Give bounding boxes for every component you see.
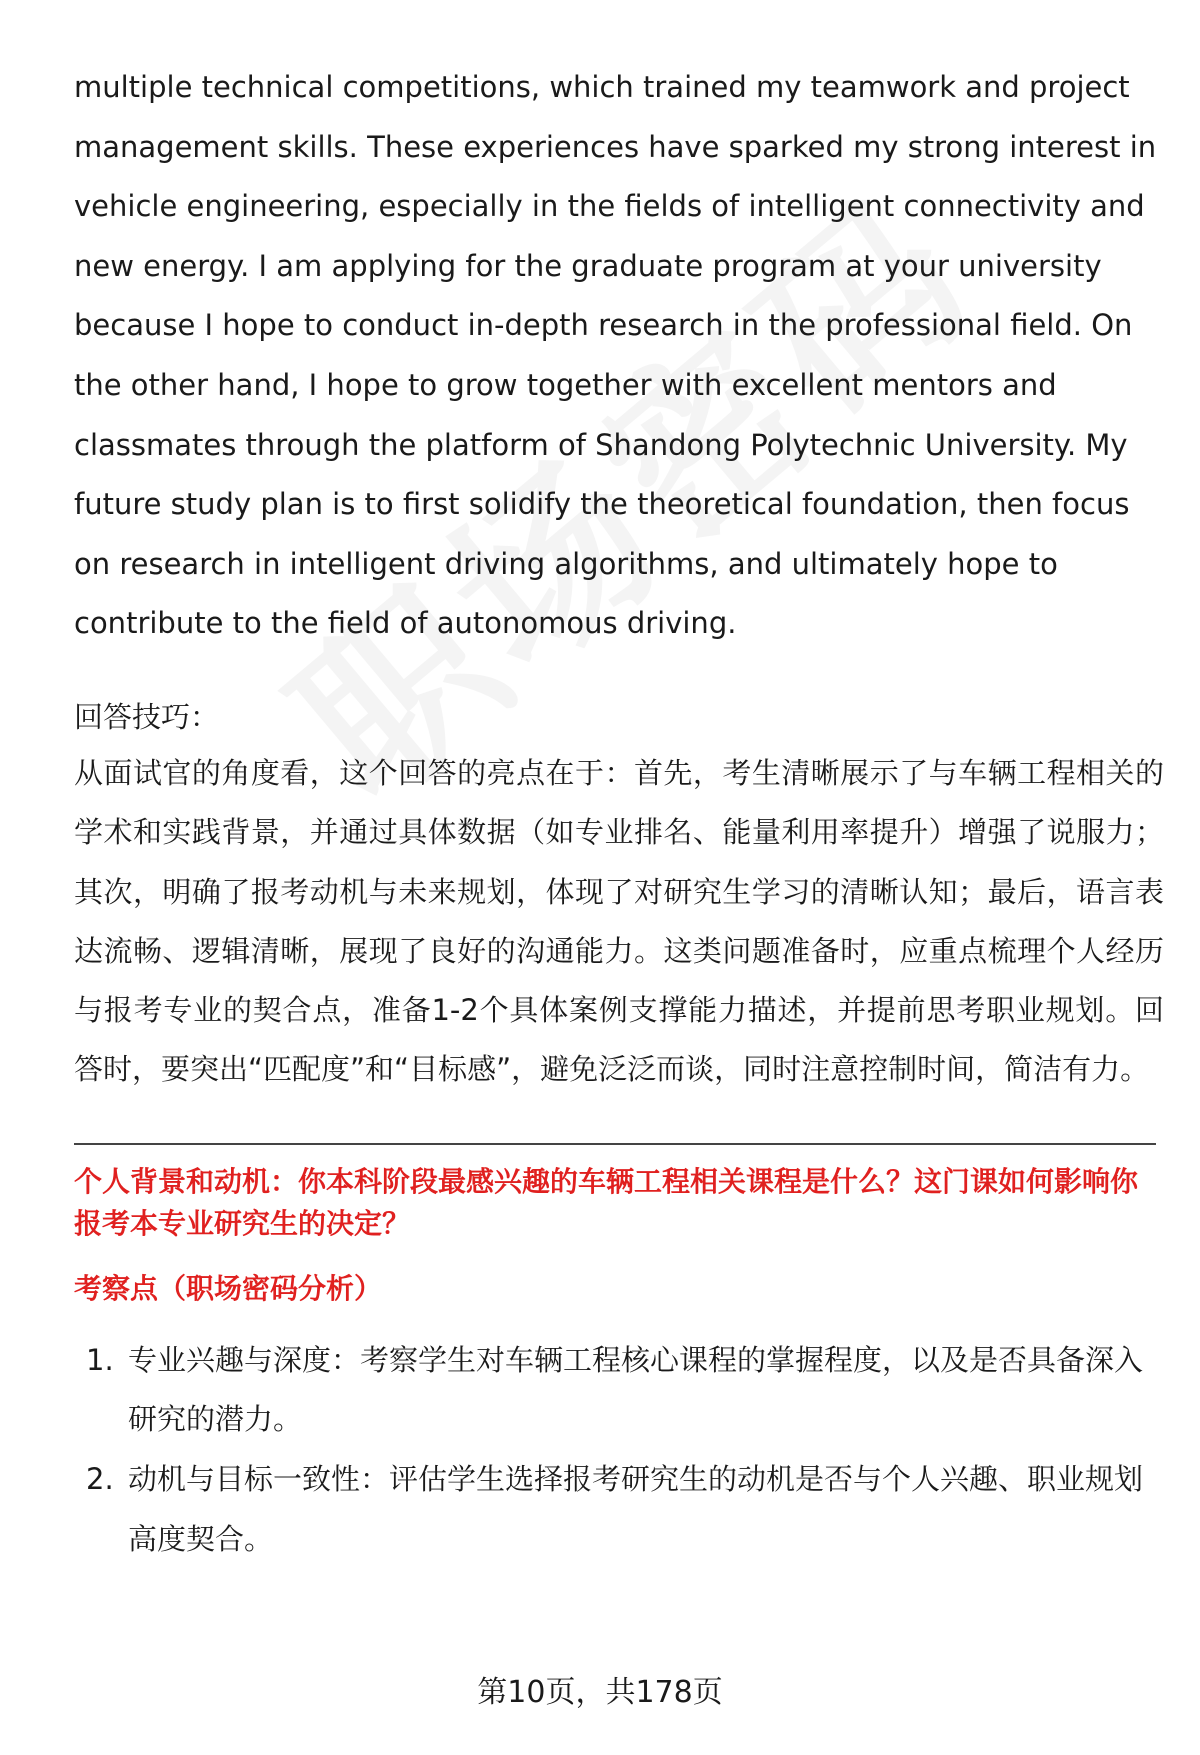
assessment-points-list <box>74 1331 1164 1569</box>
list-item <box>74 1450 1164 1569</box>
list-item <box>74 1331 1164 1450</box>
section-title: 考察点（职场密码分析） <box>74 1271 383 1305</box>
list-item-number: 1. <box>86 1342 114 1377</box>
list-item-number: 2. <box>86 1461 114 1496</box>
list-item-text: 专业兴趣与深度：考察学生对车辆工程核心课程的掌握程度，以及是否具备深入研究的潜力。 <box>128 1342 1144 1437</box>
question-heading: 个人背景和动机：你本科阶段最感兴趣的车辆工程相关课程是什么？这门课如何影响你报考本专业研究生的决定？ <box>74 1164 1139 1240</box>
tips-label: 回答技巧： <box>74 699 220 734</box>
page-footer: 第10页，共178页 <box>477 1675 723 1710</box>
page-content <box>74 58 1164 1569</box>
answer-paragraph: multiple technical competitions, which trained my teamwork and project management skills. These experiences have sparked my strong interest in vehicle engineering, especially in the fields of intelligent connectivity and new energy. I am applying for the graduate program at your university because I hope to conduct in-depth research in the professional field. On the other hand, I hope to grow together with excellent mentors and classmates through the platform of Shandong Polytechnic University. My future study plan is to first solidify the theoretical foundation, then focus on research in intelligent driving algorithms, and ultimately hope to contribute to the field of autonomous driving. <box>74 70 1157 641</box>
list-item-text: 动机与目标一致性：评估学生选择报考研究生的动机是否与个人兴趣、职业规划高度契合。 <box>128 1461 1144 1556</box>
tips-body: 从面试官的角度看，这个回答的亮点在于：首先，考生清晰展示了与车辆工程相关的学术和实践背景，并通过具体数据（如专业排名、能量利用率提升）增强了说服力；其次，明确了报考动机与未来规划，体现了对研究生学习的清晰认知；最后，语言表达流畅、逻辑清晰，展现了良好的沟通能力。这类问题准备时，应重点梳理个人经历与报考专业的契合点，准备1-2个具体案例支撑能力描述，并提前思考职业规划。回答时，要突出“匹配度”和“目标感”，避免泛泛而谈，同时注意控制时间，简洁有力。 <box>74 755 1164 1087</box>
section-divider <box>74 1143 1156 1145</box>
